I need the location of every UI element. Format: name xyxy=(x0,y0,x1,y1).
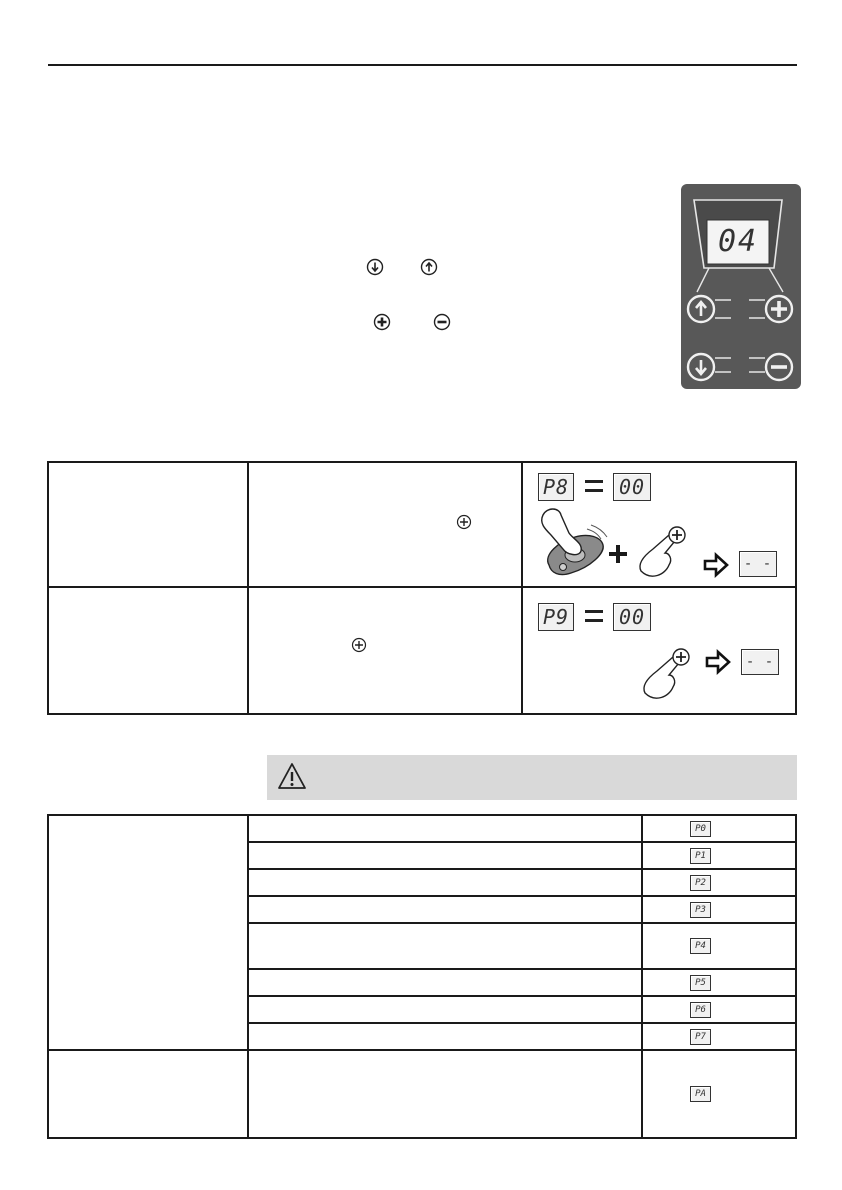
param-display: P9 xyxy=(538,603,574,631)
plus-circle-icon xyxy=(351,637,367,653)
table-row xyxy=(47,587,797,713)
remote-control-icon xyxy=(537,503,627,579)
param-code: P5 xyxy=(690,975,711,991)
arrow-right-icon xyxy=(703,552,729,578)
value-display: 00 xyxy=(613,473,651,501)
param-code: P3 xyxy=(690,902,711,918)
value-display: 00 xyxy=(613,603,651,631)
param-code: P1 xyxy=(690,848,711,864)
param-code: PA xyxy=(690,1086,711,1102)
param-code: P4 xyxy=(690,938,711,954)
result-display: - - xyxy=(741,649,779,675)
plus-big-icon xyxy=(607,543,629,565)
top-rule xyxy=(48,64,797,66)
param-code: P6 xyxy=(690,1002,711,1018)
plus-circle-icon xyxy=(456,514,472,530)
equals-sign xyxy=(585,610,603,613)
arrow-right-icon xyxy=(705,649,731,675)
parameter-table xyxy=(47,814,797,1139)
result-display: - - xyxy=(739,551,777,577)
up-button[interactable] xyxy=(686,294,716,324)
param-code: P2 xyxy=(690,875,711,891)
equals-sign xyxy=(585,619,603,622)
finger-press-plus-icon xyxy=(639,645,695,705)
panel-display: 04 xyxy=(717,224,759,259)
arrow-down-circle-icon xyxy=(366,258,384,276)
equals-sign xyxy=(585,489,603,492)
arrow-up-circle-icon xyxy=(420,258,438,276)
plus-button[interactable] xyxy=(764,294,794,324)
equals-sign xyxy=(585,480,603,483)
warning-triangle-icon xyxy=(277,761,307,791)
minus-button[interactable] xyxy=(764,352,794,382)
control-panel xyxy=(681,184,801,389)
plus-circle-icon xyxy=(373,313,391,331)
param-display: P8 xyxy=(538,473,574,501)
finger-press-plus-icon xyxy=(635,523,691,583)
minus-circle-icon xyxy=(433,313,451,331)
warning-banner xyxy=(267,755,797,800)
param-code: P7 xyxy=(690,1029,711,1045)
procedure-table xyxy=(47,461,797,715)
down-button[interactable] xyxy=(686,352,716,382)
param-code: P0 xyxy=(690,821,711,837)
table-row xyxy=(47,461,797,587)
